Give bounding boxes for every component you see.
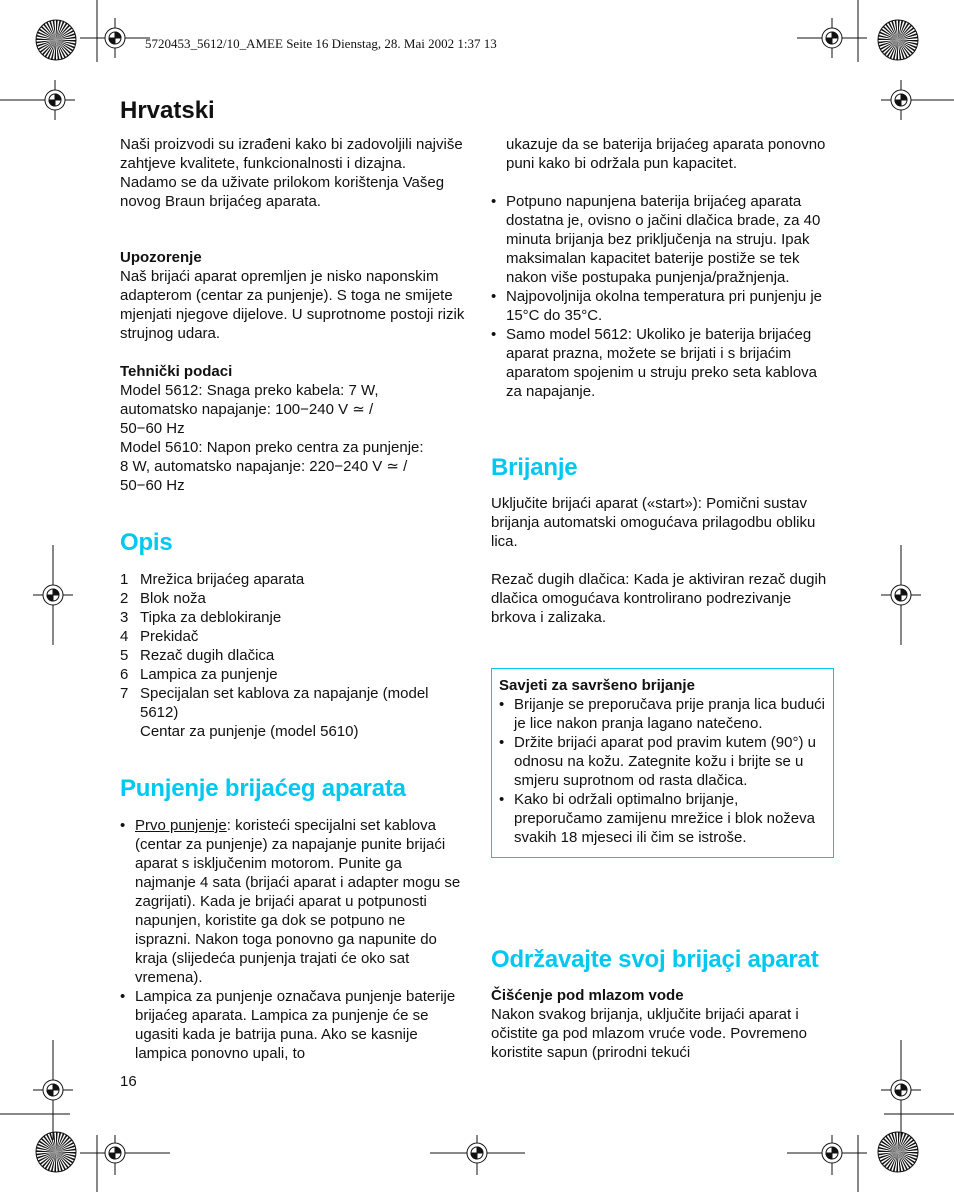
list-item: • Kako bi održali optimalno brijanje, preporučamo zamijenu mrežice i blok noževa svakih 18 mjeseci ili čim se istroše. — [499, 791, 815, 846]
registration-target-right-top — [881, 80, 921, 120]
registration-target-top-right — [797, 18, 867, 58]
intro-paragraph: Naši proizvodi su izrađeni kako bi zadovoljili najviše zahtjeve kvalitete, funkcionalnosti i dizajna. Nadamo se da uživate prilokom korištenja Vašeg novog Braun brijaćeg aparata. — [120, 136, 463, 210]
language-title: Hrvatski — [120, 97, 215, 124]
warning-section — [120, 248, 465, 343]
charge-lamp-text: Lampica za punjenje označava punjenje baterije brijaćeg aparata. Lampica za punjenje će se ugasiti kada je batrija puna. Ako se kasnije lampica ponovno upali, to — [135, 988, 456, 1062]
list-item — [120, 570, 465, 589]
item-text: Prekidač — [140, 628, 199, 645]
item-text-extra: Centar za punjenje (model 5610) — [140, 723, 359, 740]
item-text: Lampica za punjenje — [140, 666, 278, 683]
shaving-heading: Brijanje — [491, 454, 578, 481]
warning-heading: Upozorenje — [120, 249, 202, 266]
tech-line: 8 W, automatsko napajanje: 220−240 V ≃ / — [120, 458, 408, 475]
list-item: • Brijanje se preporučava prije pranja lica budući je lice nakon pranja lagano natečeno. — [499, 696, 826, 732]
cleaning-heading: Čišćenje pod mlazom vode — [491, 987, 684, 1004]
opis-heading: Opis — [120, 529, 173, 556]
parts-list — [120, 570, 465, 741]
tech-line: Model 5612: Snaga preko kabela: 7 W, — [120, 382, 379, 399]
long-hair-trimmer-paragraph: Rezač dugih dlačica: Kada je aktiviran rezač dugih dlačica omogućava kontrolirano podrezivanje brkova i zalizaka. — [491, 571, 827, 626]
tech-section — [120, 362, 465, 495]
charging-continued: ukazuje da se baterija brijaćeg aparata ponovno puni kako bi održala pun kapacitet. — [506, 136, 826, 172]
registration-target-left-bottom — [33, 1040, 73, 1140]
list-item — [120, 684, 465, 741]
print-header-stamp: 5720453_5612/10_AMEE Seite 16 Dienstag, 28. Mai 2002 1:37 13 — [145, 36, 497, 51]
list-item: • Potpuno napunjena baterija brijaćeg aparata dostatna je, ovisno o jačini dlačica brade, za 40 minuta brijanja bez priključenja na struju. Ipak maksimalan kapacitet baterije postiže se tek nakon više postupaka punjenja/pražnjenja. — [491, 193, 821, 286]
item-number: 5 — [120, 647, 129, 664]
item-number: 2 — [120, 590, 129, 607]
starburst-mark-top-right — [876, 18, 920, 62]
starburst-mark-top-left — [34, 18, 78, 62]
first-charge-text: : koristeći specijalni set kablova (centar za punjenje) za napajanje punite brijaći aparat s isključenim motorom. Punite ga najmanje 4 sata (brijaći aparat i adapter mogu se zagrijati). Kada je brijaći aparat u potpunosti napunjen, koristite ga dok se potpuno ne isprazni. Nakon toga ponovno ga napunite do kraja (slijedeća punjenja trajati će oko sat vremena). — [135, 817, 461, 986]
registration-target-right-middle — [881, 545, 921, 645]
starburst-mark-bottom-left — [34, 1130, 78, 1174]
list-item — [120, 627, 465, 646]
registration-target-bottom-left — [80, 1135, 170, 1175]
item-text: Tipka za deblokiranje — [140, 609, 282, 626]
tips-heading: Savjeti za savršeno brijanje — [499, 677, 695, 694]
tech-heading: Tehnički podaci — [120, 363, 233, 380]
list-item: • Samo model 5612: Ukoliko je baterija brijaćeg aparat prazna, možete se brijati i s brijaćim aparatom spojenim u struju preko seta kablova za napajanje. — [491, 326, 818, 400]
list-item: • Najpovoljnija okolna temperatura pri punjenju je 15°C do 35°C. — [491, 288, 823, 324]
item-text: Rezač dugih dlačica — [140, 647, 275, 664]
tips-list — [499, 695, 827, 847]
cleaning-section — [491, 986, 836, 1062]
registration-target-right-bottom — [881, 1040, 921, 1140]
list-item: • Prvo punjenje: koristeći specijalni set kablova (centar za punjenje) za napajanje punite brijaći aparat s isključenim motorom. Punite ga najmanje 4 sata (brijaći aparat i adapter mogu se zagrijati). Kada je brijaći aparat u potpunosti napunjen, koristite ga dok se potpuno ne isprazni. Nakon toga ponovno ga napunite do kraja (slijedeća punjenja trajati će oko sat vremena). — [120, 817, 461, 986]
list-item: • Lampica za punjenje označava punjenje baterije brijaćeg aparata. Lampica za punjenje će se ugasiti kada je batrija puna. Ako se kasnije lampica ponovno upali, to — [120, 988, 456, 1062]
tech-line: Model 5610: Napon preko centra za punjenje: — [120, 439, 424, 456]
item-number: 3 — [120, 609, 129, 626]
registration-target-top — [80, 18, 150, 58]
warning-text: Naš brijaći aparat opremljen je nisko naponskim adapterom (centar za punjenje). S toga ne smijete mjenjati njegove dijelove. U suprotnome postoji rizik strujnog udara. — [120, 268, 465, 342]
list-item — [120, 665, 465, 684]
first-charge-label: Prvo punjenje — [135, 817, 227, 834]
charging-list-continued — [491, 192, 836, 401]
list-item — [120, 608, 465, 627]
item-number: 6 — [120, 666, 129, 683]
page-number: 16 — [120, 1073, 137, 1090]
cleaning-text: Nakon svakog brijanja, uključite brijaći aparat i očistite ga pod mlazom vruće vode. Povremeno koristite sapun (prirodni tekući — [491, 1006, 807, 1061]
tech-line: automatsko napajanje: 100−240 V ≃ / — [120, 401, 374, 418]
item-number: 7 — [120, 685, 129, 702]
shaving-paragraph: Uključite brijaći aparat («start»): Pomični sustav brijanja automatski omogućava prilagodbu obliku lica. — [491, 495, 816, 550]
list-item — [120, 646, 465, 665]
registration-target-left-middle — [33, 545, 73, 645]
tech-line: 50−60 Hz — [120, 420, 185, 437]
item-number: 1 — [120, 571, 129, 588]
item-text: Mrežica brijaćeg aparata — [140, 571, 305, 588]
charging-list — [120, 816, 465, 1063]
list-item: • Držite brijaći aparat pod pravim kutem (90°) u odnosu na kožu. Zategnite kožu i brijte se u smjeru suprotnom od rasta dlačica. — [499, 734, 816, 789]
tech-line: 50−60 Hz — [120, 477, 185, 494]
registration-target-left-top — [35, 80, 75, 120]
maintenance-heading: Održavajte svoj brijaçi aparat — [491, 946, 819, 973]
registration-target-bottom-center — [430, 1135, 525, 1175]
item-text: Specijalan set kablova za napajanje (model 5612) — [140, 685, 429, 721]
list-item — [120, 589, 465, 608]
item-number: 4 — [120, 628, 129, 645]
starburst-mark-bottom-right — [876, 1130, 920, 1174]
charging-heading: Punjenje brijaćeg aparata — [120, 775, 406, 802]
tips-box — [491, 668, 834, 858]
registration-target-bottom-right — [787, 1135, 867, 1175]
item-text: Blok noža — [140, 590, 206, 607]
